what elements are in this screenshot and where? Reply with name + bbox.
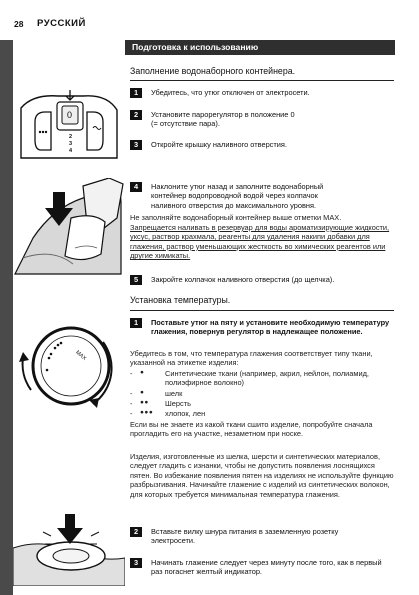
step-text: Закройте колпачок наливного отверстия (до щелчка). bbox=[151, 275, 335, 284]
step-text: Наклоните утюг назад и заполните водонаборный контейнер водопроводной водой через колпачок наливного отверстия до максимального уровня. bbox=[151, 182, 324, 210]
fabric-dots: ●●● bbox=[140, 409, 154, 416]
section-temperature-title: Установка температуры. bbox=[130, 295, 231, 305]
step-text: Установите парорегулятор в положение 0 (= отсутствие пара). bbox=[151, 110, 295, 129]
step-text: Поставьте утюг на пяту и установите необходимую температуру глажения, повернув регулятор в надлежащее положение. bbox=[151, 318, 390, 337]
fabric-text: шелк bbox=[165, 389, 183, 398]
step-text: Убедитесь, что утюг отключен от электросети. bbox=[151, 88, 310, 97]
section-header-title: Подготовка к использованию bbox=[132, 42, 259, 52]
step-number: 2 bbox=[130, 110, 142, 120]
step-number: 4 bbox=[130, 182, 142, 192]
step-number: 1 bbox=[130, 88, 142, 98]
steam-mark-0: 0 bbox=[67, 110, 73, 120]
steam-dial-illustration bbox=[13, 88, 125, 170]
section-filling-title: Заполнение водонаборного контейнера. bbox=[130, 66, 296, 76]
steam-mark-3: 3 bbox=[69, 141, 73, 147]
temperature-dial-illustration bbox=[13, 318, 125, 414]
fabric-dots: ●● bbox=[140, 399, 149, 406]
steam-mark-4: 4 bbox=[69, 148, 73, 154]
step-text: Откройте крышку наливного отверстия. bbox=[151, 140, 287, 149]
plug-illustration bbox=[13, 508, 125, 586]
section-filling-rule bbox=[130, 80, 394, 81]
step-number: 3 bbox=[130, 140, 142, 150]
step-number: 3 bbox=[130, 558, 142, 568]
page-language: РУССКИЙ bbox=[37, 18, 86, 29]
left-margin-bar bbox=[0, 40, 13, 595]
fabric-text: Шерсть bbox=[165, 399, 191, 408]
step-number: 2 bbox=[130, 527, 142, 537]
temp-dial-max: MAX bbox=[74, 349, 88, 362]
step-number: 5 bbox=[130, 275, 142, 285]
warning-text: Запрещается наливать в резервуар для воды ароматизирующие жидкости, уксус, раствор крахмала, реагенты для удаления накипи добавки для глажения, раствор уменьшающих жесткость во химических реагентов или другие химикаты. bbox=[130, 223, 390, 261]
step-number: 1 bbox=[130, 318, 142, 328]
fabric-dots: ● bbox=[140, 389, 145, 396]
step-text: Вставьте вилку шнура питания в заземленную розетку электросети. bbox=[151, 527, 339, 546]
section-temperature-rule bbox=[130, 310, 394, 311]
fabric-text: хлопок, лен bbox=[165, 409, 206, 418]
page-number: 28 bbox=[14, 19, 24, 29]
ironing-advice-text: Изделия, изготовленные из шелка, шерсти и синтетических материалов, следует гладить с изнанки, чтобы не допустить появления лоснящихся пятен. Во избежание появления пятен на изделиях не используйте функцию разбрызгивания. Начинайте глажение с изделий из синтетических волокон, для которых требуется минимальная температура глажения. bbox=[130, 452, 394, 499]
step-text: Начинать глажение следует через минуту после того, как в первый раз погаснет желтый индикатор. bbox=[151, 558, 382, 577]
filling-illustration bbox=[13, 178, 125, 276]
fabric-text: Синтетические ткани (например, акрил, нейлон, полиамид, полиэфирное волокно) bbox=[165, 369, 369, 388]
fabric-dots: ● bbox=[140, 369, 145, 376]
check-label-text: Убедитесь в том, что температура глажения соответствует типу ткани, указанной на этикетке изделия: bbox=[130, 349, 373, 368]
note-max-level: Не заполняйте водонаборный контейнер выше отметки MAX. bbox=[130, 213, 342, 222]
steam-mark-2: 2 bbox=[69, 134, 73, 140]
unknown-fabric-text: Если вы не знаете из какой ткани сшито изделие, попробуйте сначала прогладить его на участке, незаметном при носке. bbox=[130, 420, 373, 439]
